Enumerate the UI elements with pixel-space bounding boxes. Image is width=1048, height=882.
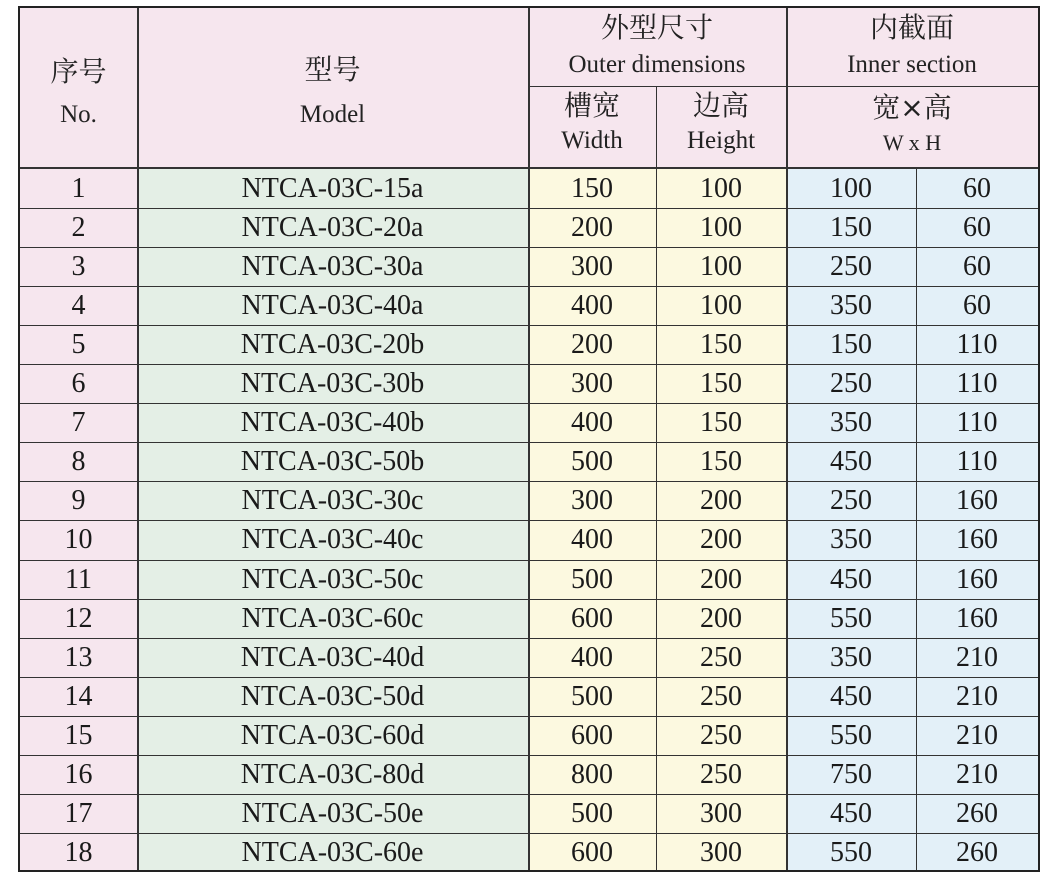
row-model: NTCA-03C-30b xyxy=(240,368,425,400)
row-divider xyxy=(20,286,1038,287)
row-no: 15 xyxy=(64,719,93,751)
header-width-cell xyxy=(528,86,656,168)
row-height: 100 xyxy=(700,173,742,204)
row-width: 300 xyxy=(571,251,613,283)
header-model-en: Model xyxy=(299,101,366,128)
header-width-en: Width xyxy=(561,127,623,154)
row-inner-width: 450 xyxy=(830,563,872,595)
row-height: 200 xyxy=(700,524,742,556)
row-divider xyxy=(20,794,1038,795)
row-inner-height: 160 xyxy=(956,524,998,556)
row-inner-width: 150 xyxy=(830,212,872,244)
row-inner-height: 60 xyxy=(963,173,991,204)
row-inner-width: 150 xyxy=(830,329,872,361)
row-model: NTCA-03C-30a xyxy=(241,251,424,283)
row-width: 300 xyxy=(571,485,613,517)
row-no: 9 xyxy=(71,485,86,517)
row-model: NTCA-03C-50d xyxy=(240,680,425,712)
row-divider xyxy=(20,833,1038,834)
grid-line xyxy=(20,167,1038,169)
header-inner-cell xyxy=(786,8,1038,86)
row-height: 150 xyxy=(700,329,742,361)
row-divider xyxy=(20,599,1038,600)
row-divider xyxy=(20,481,1038,482)
row-width: 400 xyxy=(571,290,613,322)
row-model: NTCA-03C-20a xyxy=(241,212,424,244)
row-height: 200 xyxy=(700,563,742,595)
row-divider xyxy=(20,638,1038,639)
row-width: 200 xyxy=(571,329,613,361)
table-frame xyxy=(18,6,1040,872)
row-inner-width: 450 xyxy=(830,797,872,829)
row-model: NTCA-03C-30c xyxy=(241,485,424,517)
row-inner-width: 550 xyxy=(830,602,872,634)
row-model: NTCA-03C-50c xyxy=(241,563,424,595)
row-width: 200 xyxy=(571,212,613,244)
header-model-cn: 型号 xyxy=(304,53,361,86)
row-model: NTCA-03C-20b xyxy=(240,329,425,361)
row-inner-width: 550 xyxy=(830,719,872,751)
row-inner-height: 260 xyxy=(956,836,998,868)
row-no: 16 xyxy=(64,758,93,790)
row-no: 4 xyxy=(71,290,86,322)
row-height: 300 xyxy=(700,836,742,868)
row-divider xyxy=(20,364,1038,365)
row-width: 400 xyxy=(571,641,613,673)
row-divider xyxy=(20,325,1038,326)
row-width: 300 xyxy=(571,368,613,400)
row-height: 100 xyxy=(700,212,742,244)
row-no: 18 xyxy=(64,836,93,868)
row-inner-height: 260 xyxy=(956,797,998,829)
row-width: 150 xyxy=(571,173,613,204)
row-inner-width: 350 xyxy=(830,641,872,673)
row-height: 100 xyxy=(700,251,742,283)
row-model: NTCA-03C-40c xyxy=(241,524,424,556)
grid-line xyxy=(528,86,1038,87)
row-no: 11 xyxy=(65,563,92,595)
row-inner-width: 450 xyxy=(830,680,872,712)
row-model: NTCA-03C-80d xyxy=(240,758,425,790)
row-model: NTCA-03C-60c xyxy=(241,602,424,634)
row-inner-width: 750 xyxy=(830,758,872,790)
row-model: NTCA-03C-15a xyxy=(241,173,424,204)
header-outer-cn: 外型尺寸 xyxy=(600,11,713,44)
header-width-cn: 槽宽 xyxy=(563,89,620,122)
row-inner-width: 450 xyxy=(830,446,872,478)
row-no: 2 xyxy=(71,212,86,244)
row-no: 3 xyxy=(71,251,86,283)
row-height: 250 xyxy=(700,719,742,751)
header-wh-cell xyxy=(786,86,1038,168)
row-height: 150 xyxy=(700,407,742,439)
row-height: 250 xyxy=(700,641,742,673)
row-divider xyxy=(20,755,1038,756)
row-height: 250 xyxy=(700,758,742,790)
header-outer-en: Outer dimensions xyxy=(568,51,746,78)
row-inner-height: 160 xyxy=(956,485,998,517)
row-no: 12 xyxy=(64,602,93,634)
header-height-cell xyxy=(656,86,786,168)
row-inner-width: 250 xyxy=(830,251,872,283)
row-width: 500 xyxy=(571,446,613,478)
row-height: 100 xyxy=(700,290,742,322)
row-no: 13 xyxy=(64,641,93,673)
row-divider xyxy=(20,403,1038,404)
row-inner-width: 250 xyxy=(830,485,872,517)
row-inner-width: 350 xyxy=(830,290,872,322)
header-inner-cn: 内截面 xyxy=(869,11,954,44)
header-model-cell xyxy=(137,8,528,168)
row-model: NTCA-03C-40d xyxy=(240,641,425,673)
row-inner-height: 110 xyxy=(956,407,998,439)
row-width: 600 xyxy=(571,836,613,868)
row-inner-height: 110 xyxy=(956,329,998,361)
row-divider xyxy=(20,560,1038,561)
row-model: NTCA-03C-60e xyxy=(241,836,424,868)
header-height-cn: 边高 xyxy=(692,89,749,122)
row-divider xyxy=(20,520,1038,521)
row-inner-height: 210 xyxy=(956,719,998,751)
row-no: 5 xyxy=(71,329,86,361)
row-no: 6 xyxy=(71,368,86,400)
row-inner-width: 550 xyxy=(830,836,872,868)
row-no: 7 xyxy=(71,407,86,439)
row-model: NTCA-03C-50e xyxy=(241,797,424,829)
row-width: 800 xyxy=(571,758,613,790)
row-width: 500 xyxy=(571,563,613,595)
row-inner-height: 110 xyxy=(956,446,998,478)
row-height: 200 xyxy=(700,485,742,517)
row-no: 14 xyxy=(64,680,93,712)
row-width: 600 xyxy=(571,602,613,634)
row-divider xyxy=(20,442,1038,443)
row-no: 10 xyxy=(64,524,93,556)
row-width: 400 xyxy=(571,524,613,556)
row-inner-height: 60 xyxy=(963,251,991,283)
row-inner-height: 210 xyxy=(956,680,998,712)
header-outer-cell xyxy=(528,8,786,86)
row-inner-width: 350 xyxy=(830,524,872,556)
row-inner-height: 160 xyxy=(956,602,998,634)
row-inner-height: 160 xyxy=(956,563,998,595)
row-height: 300 xyxy=(700,797,742,829)
header-wh-cn: 宽×高 xyxy=(872,91,952,124)
header-wh-en: W x H xyxy=(882,130,942,155)
row-height: 150 xyxy=(700,446,742,478)
row-width: 400 xyxy=(571,407,613,439)
header-inner-en: Inner section xyxy=(847,51,977,78)
row-inner-height: 210 xyxy=(956,758,998,790)
row-model: NTCA-03C-40a xyxy=(241,290,424,322)
row-height: 200 xyxy=(700,602,742,634)
row-height: 250 xyxy=(700,680,742,712)
row-divider xyxy=(20,208,1038,209)
row-width: 500 xyxy=(571,680,613,712)
row-model: NTCA-03C-40b xyxy=(240,407,425,439)
row-height: 150 xyxy=(700,368,742,400)
row-model: NTCA-03C-60d xyxy=(240,719,425,751)
row-inner-height: 60 xyxy=(963,290,991,322)
row-inner-height: 210 xyxy=(956,641,998,673)
row-no: 1 xyxy=(71,173,86,204)
row-divider xyxy=(20,247,1038,248)
row-model: NTCA-03C-50b xyxy=(240,446,425,478)
header-no-cell xyxy=(20,8,137,168)
row-inner-width: 350 xyxy=(830,407,872,439)
row-no: 17 xyxy=(64,797,93,829)
header-no-cn: 序号 xyxy=(50,55,107,88)
row-inner-height: 110 xyxy=(956,368,998,400)
row-divider xyxy=(20,716,1038,717)
row-divider xyxy=(20,677,1038,678)
row-inner-height: 60 xyxy=(963,212,991,244)
row-no: 8 xyxy=(71,446,86,478)
row-width: 600 xyxy=(571,719,613,751)
row-inner-width: 250 xyxy=(830,368,872,400)
row-width: 500 xyxy=(571,797,613,829)
header-height-en: Height xyxy=(686,127,756,154)
header-no-en: No. xyxy=(60,101,97,128)
row-inner-width: 100 xyxy=(830,173,872,204)
